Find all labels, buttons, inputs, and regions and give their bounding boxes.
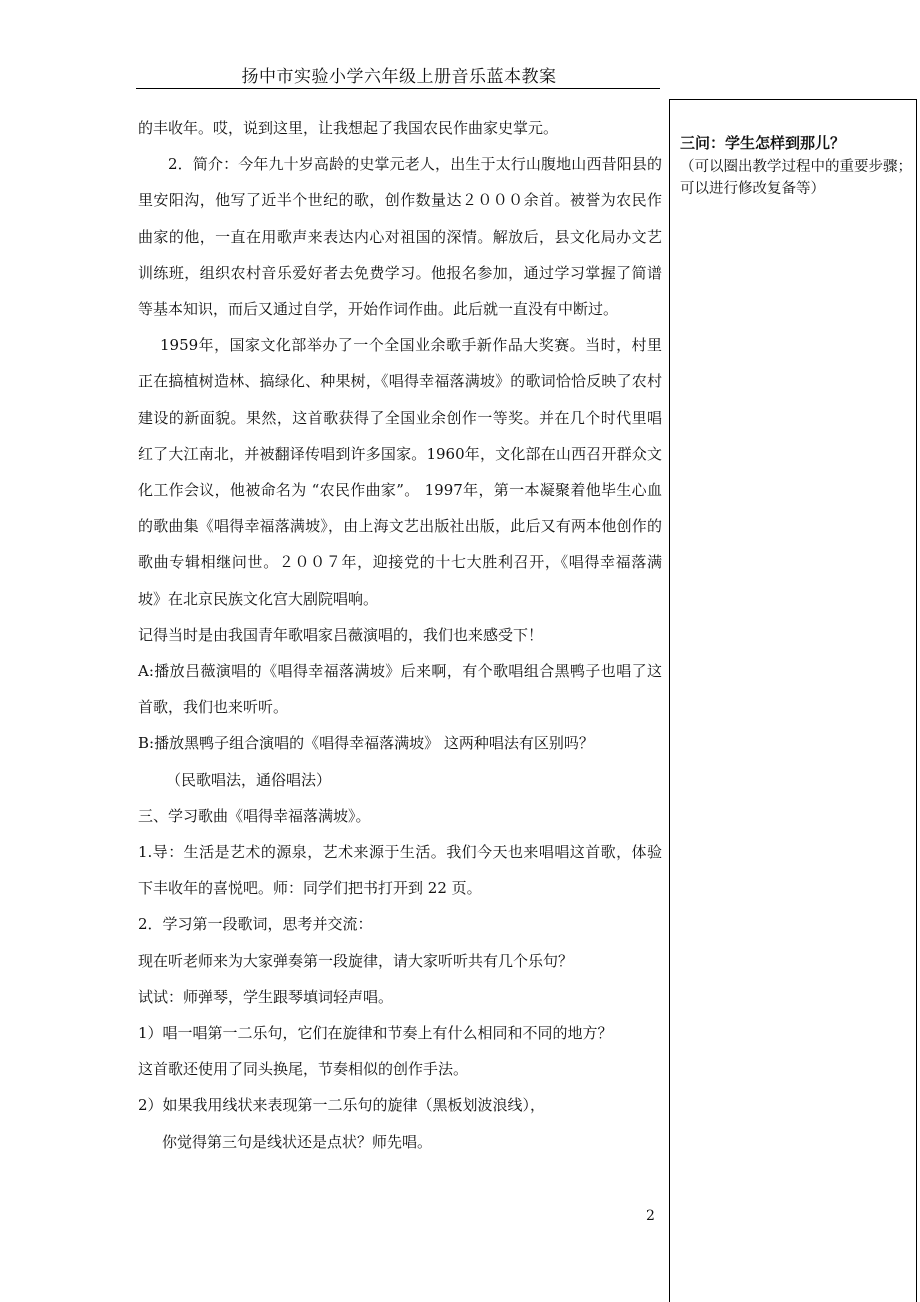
paragraph: B:播放黑鸭子组合演唱的《唱得幸福落满坡》 这两种唱法有区别吗？	[138, 734, 594, 753]
sidebar-title: 三问：学生怎样到那儿？	[680, 134, 846, 152]
paragraph: 2．简介：今年九十岁高龄的史掌元老人，出生于太行山腹地山西昔阳县的里安阳沟，他写了近半个世纪的歌，创作数量达２０００余首。被誉为农民作曲家的他，一直在用歌声来表达内心对祖国的深情。解放后，县文化局办文艺训练班，组织农村音乐爱好者去免费学习。他报名参加，通过学习掌握了简谱等基本知识，而后又通过自学，开始作词作曲。此后就一直没有中断过。	[138, 155, 662, 319]
lesson-plan-body	[138, 110, 662, 1160]
paragraph: 1）唱一唱第一二乐句，它们在旋律和节奏上有什么相同和不同的地方？	[138, 1024, 613, 1043]
notes-sidebar	[669, 99, 917, 1302]
section-heading: 三、学习歌曲《唱得幸福落满坡》。	[138, 806, 371, 825]
page-header-title: 扬中市实验小学六年级上册音乐蓝本教案	[241, 67, 557, 87]
paragraph: 2）如果我用线状来表现第一二乐句的旋律（黑板划波浪线），	[138, 1096, 546, 1115]
page-number: 2	[646, 1208, 655, 1224]
paragraph: 的丰收年。哎，说到这里，让我想起了我国农民作曲家史掌元。	[138, 119, 559, 137]
paragraph: 试试：师弹琴，学生跟琴填词轻声唱。	[138, 987, 394, 1006]
header-divider	[136, 88, 660, 89]
paragraph: 2．学习第一段歌词，思考并交流：	[138, 915, 373, 934]
paragraph: 记得当时是由我国青年歌唱家吕薇演唱的，我们也来感受下！	[138, 625, 544, 644]
paragraph: 1959年，国家文化部举办了一个全国业余歌手新作品大奖赛。当时，村里正在搞植树造林、搞绿化、种果树，《唱得幸福落满坡》的歌词恰恰反映了农村建设的新面貌。果然，这首歌获得了全国业余创作一等奖。并在几个时代里唱红了大江南北，并被翻译传唱到许多国家。1960年，文化部在山西召开群众文化工作会议，他被命名为 “农民作曲家”。 1997年，第一本凝聚着他毕生心血的歌曲集《唱得幸福落满坡》，由上海文艺出版社出版，此后又有两本他创作的歌曲专辑相继问世。２００７年，迎接党的十七大胜利召开，《唱得幸福落满坡》在北京民族文化宫大剧院唱响。	[138, 336, 662, 608]
paragraph: 你觉得第三句是线状还是点状？师先唱。	[162, 1132, 433, 1151]
paragraph: 1.导：生活是艺术的源泉，艺术来源于生活。我们今天也来唱唱这首歌，体验下丰收年的喜悦吧。师：同学们把书打开到 22 页。	[138, 843, 662, 898]
paragraph: （民歌唱法，通俗唱法）	[166, 770, 332, 789]
paragraph: 现在听老师来为大家弹奏第一段旋律，请大家听听共有几个乐句？	[138, 951, 574, 970]
paragraph: 这首歌还使用了同头换尾，节奏相似的创作手法。	[138, 1060, 469, 1079]
sidebar-note: （可以圈出教学过程中的重要步骤；可以进行修改复备等）	[680, 159, 912, 197]
paragraph: A:播放吕薇演唱的《唱得幸福落满坡》后来啊，有个歌唱组合黑鸭子也唱了这首歌，我们也来听听。	[138, 662, 662, 717]
